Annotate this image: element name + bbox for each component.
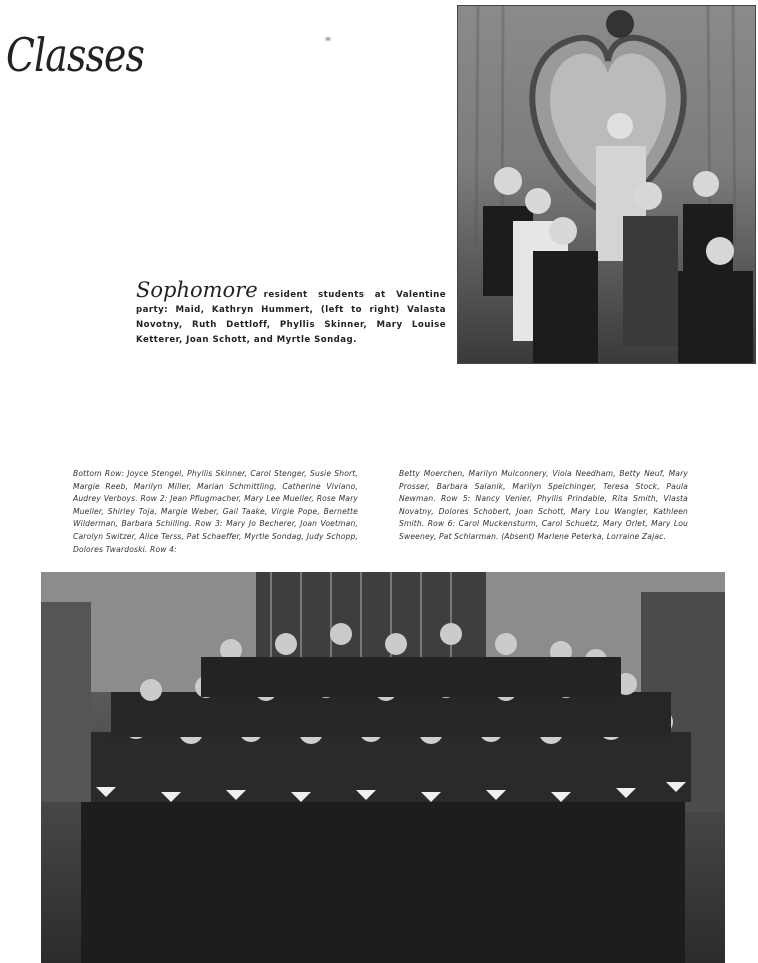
print-speck [324,36,332,42]
page-title: Classes [6,28,145,82]
caption-body: resident students at Valentine party: Maid, Kathryn Hummert, (left to right) Valasta Novotny, Ruth Dettloff, Phyllis Skinner, Mary Louise Ketterer, Joan Schott, and Myrtle Sondag. [136,290,446,345]
party-caption [136,278,446,348]
caption-lead: Sophomore [136,278,258,302]
class-names-right: Betty Moerchen, Marilyn Mulconnery, Viola Needham, Betty Neuf, Mary Prosser, Barbara Salanik, Marilyn Speichinger, Teresa Stock, Paula Newman. Row 5: Nancy Venier, Phyllis Prindable, Rita Smith, Vlasta Novatny, Dolores Schobert, Joan Schott, Mary Lou Wangler, Kathleen Smith. Row 6: Carol Muckensturm, Carol Schuetz, Mary Orlet, Mary Lou Sweeney, Pat Schlarman. (Absent) Marlene Peterka, Lorraine Zajac. [399,469,688,541]
class-names-left: Bottom Row: Joyce Stengel, Phyllis Skinner, Carol Stenger, Susie Short, Margie Reeb, Marilyn Miller, Marian Schmittling, Catherine Viviano, Audrey Verboys. Row 2: Jean Pflugmacher, Mary Lee Mueller, Rose Mary Mueller, Shirley Toja, Margie Weber, Gail Taake, Virgie Pope, Bernette Wilderman, Barbara Schilling. Row 3: Mary Jo Becherer, Joan Voetman, Carolyn Switzer, Alice Terss, Pat Schaeffer, Myrtle Sondag, Judy Schopp, Dolores Twardoski. Row 4: [73,469,358,554]
sophomore-class-photo [41,572,725,963]
valentine-party-photo [457,5,756,364]
